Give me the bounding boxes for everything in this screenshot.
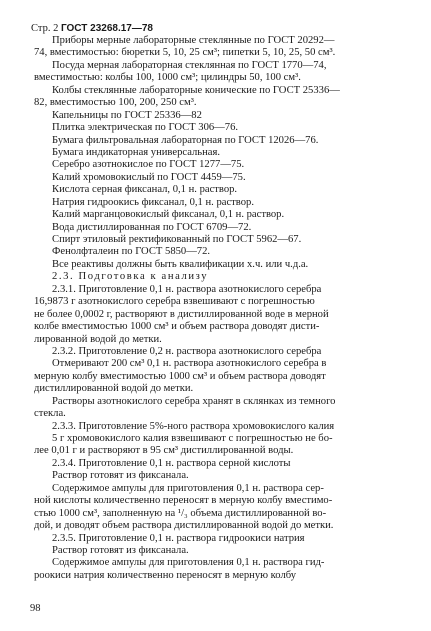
text-line: вместимостью: колбы 100, 1000 см³; цилиндры 50, 100 см³. bbox=[34, 72, 301, 84]
text-line: Фенолфталеин по ГОСТ 5850—72. bbox=[52, 246, 211, 258]
text-line: Бумага индикаторная универсальная. bbox=[52, 146, 221, 158]
text-line: Кислота серная фиксанал, 0,1 н. раствор. bbox=[52, 184, 238, 196]
text-line: 2.3.2. Приготовление 0,2 н. раствора азотнокислого серебра bbox=[52, 345, 322, 357]
text-line: Калий хромовокислый по ГОСТ 4459—75. bbox=[52, 171, 246, 183]
text-line: 2.3.5. Приготовление 0,1 н. раствора гидроокиси натрия bbox=[52, 532, 305, 544]
text-line: 2.3.3. Приготовление 5%-ного раствора хромовокислого калия bbox=[52, 420, 335, 432]
text-line: Посуда мерная лабораторная стеклянная по ГОСТ 1770—74, bbox=[52, 59, 327, 71]
text-line: Растворы азотнокислого серебра хранят в склянках из темного bbox=[52, 395, 336, 407]
text-line: Вода дистиллированная по ГОСТ 6709—72. bbox=[52, 221, 252, 233]
text-line: 5 г хромовокислого калия взвешивают с погрешностью не бо- bbox=[52, 433, 333, 444]
text-line: Содержимое ампулы для приготовления 0,1 н. раствора сер- bbox=[52, 482, 324, 494]
text-line: Плитка электрическая по ГОСТ 306—76. bbox=[52, 122, 239, 134]
text-line: Колбы стеклянные лабораторные конические по ГОСТ 25336— bbox=[52, 84, 340, 96]
text-line: Серебро азотнокислое по ГОСТ 1277—75. bbox=[52, 159, 245, 171]
text-line: лее 0,01 г и растворяют в 95 см³ дистиллированной воды. bbox=[34, 445, 294, 457]
text-line: лированной водой до метки. bbox=[34, 333, 162, 345]
text-line: Капельницы по ГОСТ 25336—82 bbox=[52, 109, 202, 121]
text-line: 16,9873 г азотнокислого серебра взвешивают с погрешностью bbox=[34, 296, 315, 308]
page-number: 98 bbox=[30, 603, 41, 614]
text-line: Раствор готовят из фиксанала. bbox=[52, 470, 189, 482]
text-line: 2.3. Подготовка к анализу bbox=[52, 271, 209, 283]
text-line: стью 1000 см³, заполненную на ¹/₃ объема дистиллированной во- bbox=[34, 507, 327, 519]
text-line: Калий марганцовокислый фиксанал, 0,1 н. раствор. bbox=[52, 209, 285, 221]
document-body bbox=[34, 35, 404, 582]
text-line: стекла. bbox=[34, 408, 66, 420]
text-line: Бумага фильтровальная лабораторная по ГОСТ 12026—76. bbox=[52, 134, 319, 146]
running-header bbox=[31, 23, 153, 34]
text-line: 2.3.1. Приготовление 0,1 н. раствора азотнокислого серебра bbox=[52, 283, 322, 295]
text-line: Содержимое ампулы для приготовления 0,1 н. раствора гид- bbox=[52, 557, 325, 569]
text-line: Натрия гидроокись фиксанал, 0,1 н. раствор. bbox=[52, 196, 254, 208]
text-line: не более 0,0002 г, растворяют в дистиллированной воде в мерной bbox=[34, 308, 329, 320]
text-line: Отмеривают 200 см³ 0,1 н. раствора азотнокислого серебра в bbox=[52, 358, 327, 370]
text-line: Приборы мерные лабораторные стеклянные по ГОСТ 20292— bbox=[52, 35, 335, 46]
text-line: мерную колбу вместимостью 1000 см³ и объем раствора доводят bbox=[34, 370, 326, 382]
standard-number: ГОСТ 23268.17—78 bbox=[60, 23, 153, 34]
text-line: 82, вместимостью 100, 200, 250 см³. bbox=[34, 97, 197, 109]
text-line: Раствор готовят из фиксанала. bbox=[52, 544, 189, 556]
text-line: ной кислоты количественно переносят в мерную колбу вместимо- bbox=[34, 495, 333, 507]
text-line: 74, вместимостью: бюретки 5, 10, 25 см³; пипетки 5, 10, 25, 50 см³. bbox=[34, 47, 336, 59]
text-line: Все реактивы должны быть квалификации х.ч. или ч.д.а. bbox=[52, 258, 309, 270]
text-line: дистиллированной водой до метки. bbox=[34, 383, 194, 395]
text-line: 2.3.4. Приготовление 0,1 н. раствора серной кислоты bbox=[52, 457, 291, 469]
text-line: роокиси натрия количественно переносят в мерную колбу bbox=[34, 569, 297, 581]
text-line: дой, и доводят объем раствора дистиллированной водой до метки. bbox=[34, 520, 334, 532]
text-line: колбе вместимостью 1000 см³ и объем раствора доводят дисти- bbox=[34, 321, 320, 333]
page-label: Стр. 2 bbox=[31, 23, 59, 34]
text-line: Спирт этиловый ректификованный по ГОСТ 5962—67. bbox=[52, 234, 302, 245]
